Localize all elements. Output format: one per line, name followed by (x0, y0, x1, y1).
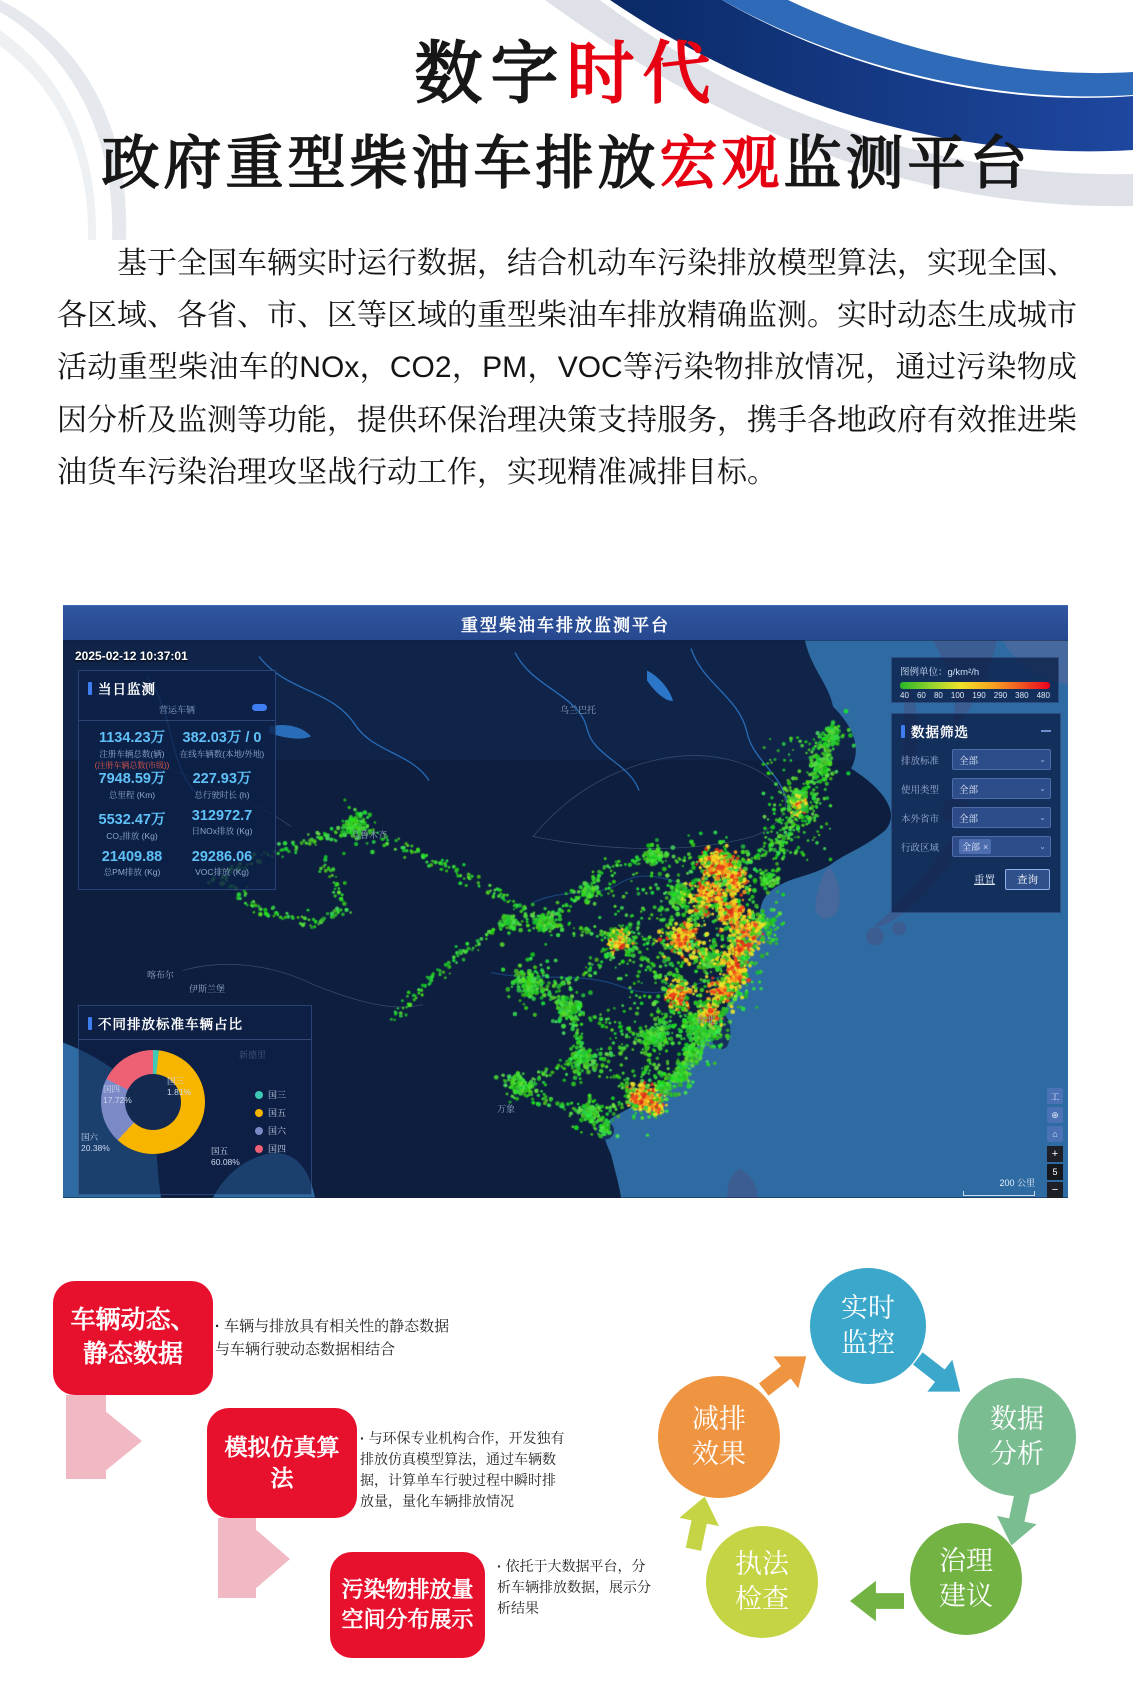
title1-black: 数字 (414, 36, 567, 112)
filter-row (892, 745, 1060, 774)
legend-text: 国四 (268, 1144, 287, 1154)
legend-dot (255, 1091, 263, 1099)
flow-arrow-head (104, 1410, 142, 1472)
cycle-label: 治理建议 (939, 1545, 993, 1612)
stat-cell (177, 808, 267, 849)
china-emission-map[interactable] (63, 640, 1068, 1198)
emission-standard-donut-panel (78, 1005, 312, 1195)
chevron-down-icon: ⌄ (1039, 842, 1046, 851)
filter-rows (892, 745, 1060, 861)
legend-tick: 60 (916, 691, 926, 700)
filter-value: 全部 (959, 755, 979, 767)
cycle-realtime-monitoring (810, 1268, 926, 1384)
accent-bar (901, 725, 905, 738)
filter-tag-text: 全部 (962, 842, 981, 852)
map-legend-panel (891, 657, 1059, 703)
filter-panel-title: 数据筛选 (911, 725, 969, 740)
dashboard-header (63, 605, 1068, 640)
filter-row (892, 832, 1060, 861)
cycle-label: 实时监控 (841, 1292, 895, 1359)
filter-label: 本外省市 (901, 813, 940, 825)
flow-arrow-bar (218, 1518, 256, 1598)
filter-panel-title-row (892, 714, 1060, 745)
map-zoom-control (1047, 1146, 1063, 1198)
cycle-governance-advice (910, 1523, 1022, 1635)
flow-note-vehicle-data: · 车辆与排放具有相关性的静态数据与车辆行驶动态数据相结合 (215, 1316, 457, 1361)
filter-row (892, 774, 1060, 803)
map-scale (963, 1176, 1035, 1196)
title2-post: 监测平台 (783, 131, 1032, 196)
flow-arrow-head (254, 1528, 290, 1590)
legend-gradient-bar (900, 682, 1050, 689)
stat-value: 1134.23万 (98, 730, 166, 746)
stat-note: (注册车辆总数(市级)) (94, 761, 170, 770)
donut-legend-item (255, 1106, 286, 1119)
map-city-label: 万象 (497, 1104, 516, 1114)
flow-box-label: 污染物排放量空间分布展示 (341, 1577, 474, 1632)
flow-arrow-bar (66, 1395, 106, 1479)
filter-row (892, 803, 1060, 832)
stat-label: CO₂排放 (Kg) (106, 831, 158, 841)
map-scale-label: 200 公里 (999, 1178, 1035, 1188)
dashboard-screenshot (63, 605, 1068, 1197)
cycle-enforcement-check (706, 1526, 818, 1638)
legend-unit-label: 图例单位：g/km²/h (900, 667, 980, 678)
donut-chart-area (79, 1040, 311, 1170)
legend-tick: 480 (1036, 691, 1050, 700)
layers-tool-icon[interactable]: ⌂ (1047, 1126, 1063, 1142)
legend-tick: 380 (1015, 691, 1029, 700)
stat-value: 21409.88 (101, 849, 163, 865)
cycle-label: 数据分析 (990, 1403, 1044, 1470)
flow-box-simulation (207, 1408, 357, 1518)
stat-label: 总行驶时长 (h) (194, 790, 250, 800)
data-filter-panel (891, 713, 1061, 913)
legend-tick: 80 (933, 691, 943, 700)
title1-red: 时代 (566, 36, 719, 112)
stat-cell (87, 767, 177, 808)
flow-note-spatial-display: · 依托于大数据平台，分析车辆排放数据，展示分析结果 (497, 1556, 659, 1619)
stat-label: 日NOx排放 (Kg) (191, 826, 253, 836)
legend-tick: 190 (972, 691, 986, 700)
filter-select[interactable] (952, 836, 1051, 857)
today-panel-title-row (79, 671, 275, 702)
stat-label: 在线车辆数(本地/外地) (179, 749, 265, 759)
stat-cell (87, 849, 177, 890)
map-city-label: 伊斯兰堡 (189, 984, 226, 994)
stat-value: 312972.7 (191, 808, 253, 824)
filter-select[interactable] (952, 778, 1051, 799)
legend-ticks (900, 691, 1050, 700)
stat-label: 总里程 (Km) (108, 790, 156, 800)
filter-value: 全部 (959, 813, 979, 825)
today-panel-subtitle-row (79, 702, 275, 721)
filter-select[interactable] (952, 807, 1051, 828)
stat-value: 227.93万 (192, 771, 252, 787)
filter-label: 排放标准 (901, 755, 940, 767)
donut-label: 国三 1.81% (167, 1076, 192, 1097)
map-city-label: 喀布尔 (147, 970, 175, 980)
stat-value: 382.03万 / 0 (182, 730, 262, 746)
map-timestamp: 2025-02-12 10:37:01 (75, 649, 188, 663)
donut-panel-title: 不同排放标准车辆占比 (98, 1017, 243, 1032)
remove-tag-icon[interactable]: × (983, 841, 989, 852)
filter-label: 行政区域 (901, 842, 940, 854)
donut-legend-item (255, 1088, 286, 1101)
stat-cell (177, 767, 267, 808)
reset-button[interactable]: 重置 (974, 874, 995, 886)
donut-panel-title-row (79, 1006, 311, 1040)
cycle-label: 执法检查 (735, 1548, 789, 1615)
dashboard-title: 重型柴油车排放监测平台 (461, 615, 670, 635)
filter-label: 使用类型 (901, 784, 940, 796)
zoom-level: 5 (1047, 1164, 1063, 1180)
map-scale-line (963, 1191, 1035, 1196)
zoom-in-button[interactable]: + (1047, 1146, 1063, 1162)
title2-red: 宏观 (659, 131, 784, 196)
donut-label: 国四 17.72% (103, 1084, 132, 1105)
stat-cell (177, 849, 267, 890)
filter-value: 全部 (959, 784, 979, 796)
cycle-arrow-icon (850, 1578, 904, 1624)
accent-bar (88, 1017, 92, 1030)
legend-tick: 290 (993, 691, 1008, 700)
collapse-icon[interactable] (1041, 730, 1051, 732)
stat-cell (87, 726, 177, 770)
legend-tick: 100 (950, 691, 965, 700)
today-panel-subtitle: 营运车辆 (158, 705, 195, 715)
stat-value: 7948.59万 (98, 771, 166, 787)
query-button[interactable]: 查询 (1005, 869, 1050, 890)
stat-label: VOC排放 (Kg) (195, 867, 249, 877)
legend-dot (255, 1127, 263, 1135)
poster-title-line2 (0, 116, 1133, 200)
donut-legend-item (255, 1142, 286, 1155)
cycle-data-analysis (958, 1378, 1076, 1496)
legend-dot (255, 1145, 263, 1153)
donut-label: 国五 60.08% (211, 1146, 240, 1167)
map-tools (1047, 1088, 1063, 1142)
intro-paragraph: 基于全国车辆实时运行数据，结合机动车污染排放模型算法，实现全国、各区域、各省、市、区等区域的重型柴油车排放精确监测。实时动态生成城市活动重型柴油车的NOx，CO2，PM，VOC等污染物排放情况，通过污染物成因分析及监测等功能，提供环保治理决策支持服务，携手各地政府有效推进柴油货车污染治理攻坚战行动工作，实现精准减排目标。 (57, 247, 1077, 489)
panel-toggle[interactable] (252, 704, 267, 711)
legend-tick: 40 (900, 691, 909, 700)
flow-box-label: 车辆动态、静态数据 (70, 1306, 196, 1368)
map-city-label: 乌鲁木齐 (351, 830, 388, 840)
chevron-down-icon: ⌄ (1039, 813, 1046, 822)
stat-cell (87, 808, 177, 849)
stat-label: 注册车辆总数(辆) (99, 749, 165, 759)
legend-text: 国六 (268, 1126, 287, 1136)
today-monitor-panel (78, 670, 276, 890)
zoom-out-button[interactable]: − (1047, 1182, 1063, 1198)
map-city-label: 台北 (697, 1015, 716, 1025)
filter-select[interactable] (952, 749, 1051, 770)
stat-label: 总PM排放 (Kg) (103, 867, 161, 877)
donut-legend-item (255, 1124, 286, 1137)
locate-tool-icon[interactable]: ⊕ (1047, 1107, 1063, 1123)
stat-value: 29286.06 (191, 849, 253, 865)
cycle-label: 减排效果 (692, 1403, 746, 1470)
chevron-down-icon: ⌄ (1039, 784, 1046, 793)
filter-buttons (892, 861, 1060, 890)
legend-text: 国五 (268, 1108, 287, 1118)
flow-box-label: 模拟仿真算法 (224, 1433, 340, 1491)
stat-cell (177, 726, 267, 767)
flow-box-spatial-display (330, 1552, 485, 1658)
flow-box-vehicle-data (53, 1281, 213, 1395)
today-panel-title: 当日监测 (98, 682, 156, 697)
legend-dot (255, 1109, 263, 1117)
chevron-down-icon: ⌄ (1039, 755, 1046, 764)
donut-legend (255, 1088, 286, 1155)
stat-value: 5532.47万 (98, 812, 166, 828)
legend-text: 国三 (268, 1090, 287, 1100)
measure-tool-icon[interactable]: 工 (1047, 1088, 1063, 1104)
map-city-label: 乌兰巴托 (560, 705, 597, 715)
poster-title-line1 (0, 20, 1133, 117)
filter-tag (959, 839, 991, 854)
title2-pre: 政府重型柴油车排放 (101, 131, 660, 196)
accent-bar (88, 682, 92, 695)
today-stats-grid (79, 721, 275, 895)
flow-note-simulation: · 与环保专业机构合作，开发独有排放仿真模型算法，通过车辆数据，计算单车行驶过程中瞬时排放量，量化车辆排放情况 (360, 1428, 566, 1512)
cycle-emission-reduction (658, 1376, 780, 1498)
donut-label: 国六 20.38% (81, 1132, 110, 1153)
